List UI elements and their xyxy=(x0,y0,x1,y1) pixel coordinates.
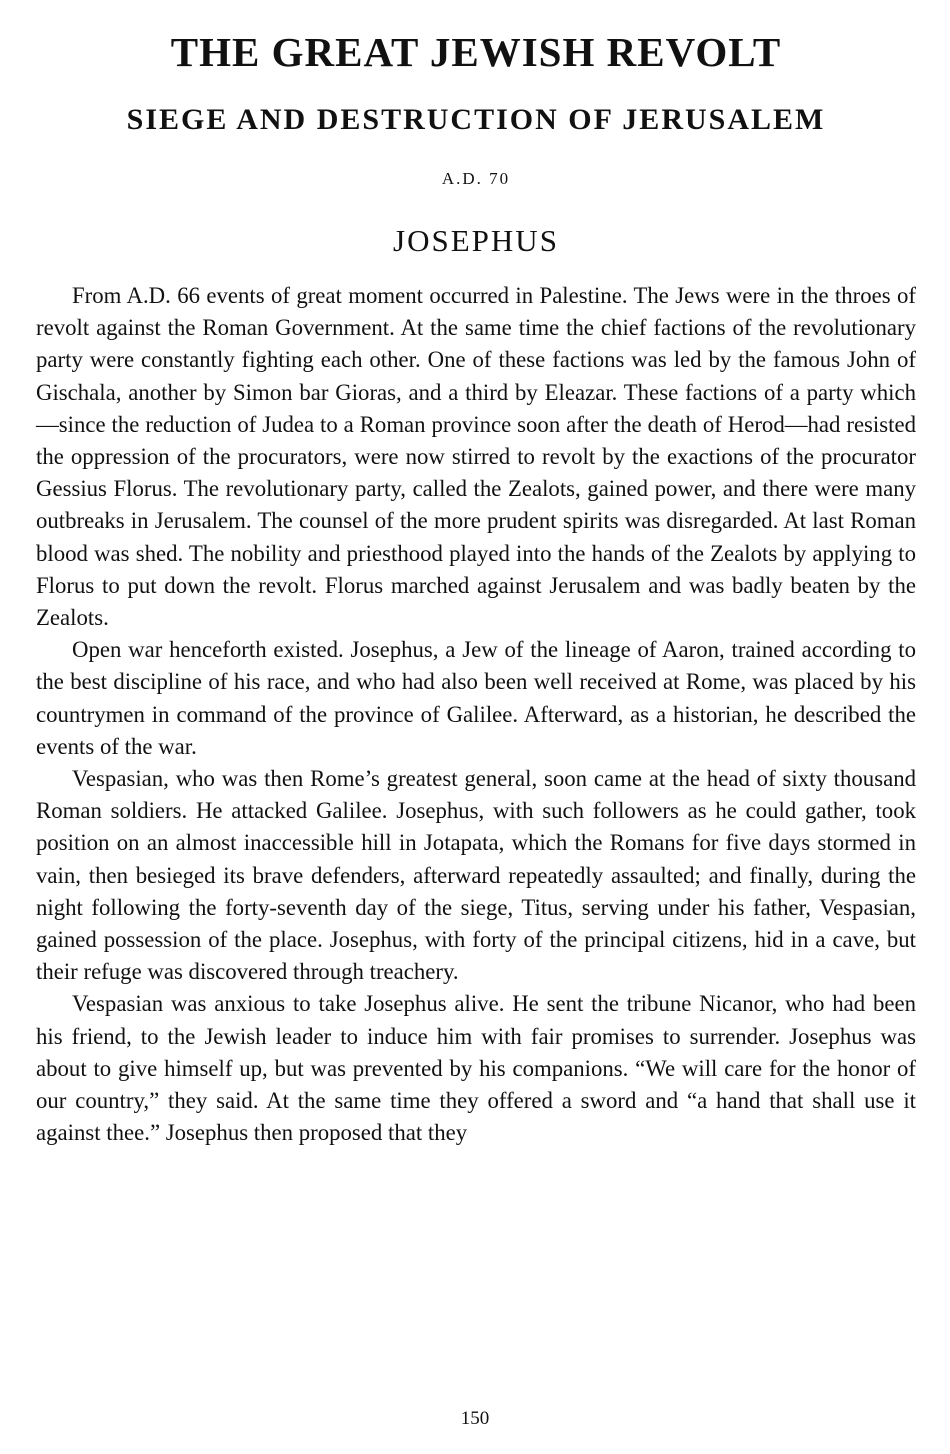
paragraph-1: From A.D. 66 events of great moment occurred in Palestine. The Jews were in the throes of revolt against the Roman Government. At the same time the chief factions of the revolutionary party were constantly fighting each other. One of these factions was led by the famous John of Gischala, another by Simon bar Gioras, and a third by Eleazar. These factions of a party which—since the reduction of Judea to a Roman province soon after the death of Herod—had resisted the oppression of the procurators, were now stirred to revolt by the exactions of the procurator Gessius Florus. The revolutionary party, called the Zealots, gained power, and there were many outbreaks in Jerusalem. The counsel of the more prudent spirits was disregarded. At last Roman blood was shed. The nobility and priesthood played into the hands of the Zealots by applying to Florus to put down the revolt. Florus marched against Jerusalem and was badly beaten by the Zealots. xyxy=(36,283,916,631)
page-number: 150 xyxy=(460,1408,490,1429)
date-line: A.D. 70 xyxy=(441,169,511,188)
page-subtitle: SIEGE AND DESTRUCTION OF JERUSALEM xyxy=(126,103,826,136)
paragraph-3: Vespasian, who was then Rome’s greatest general, soon came at the head of sixty thousand Roman soldiers. He attacked Galilee. Josephus, with such followers as he could gather, took position on an almost inaccessible hill in Jotapata, which the Romans for five days stormed in vain, then besieged its brave defenders, afterward repeatedly assaulted; and finally, during the night following the forty-seventh day of the siege, Titus, serving under his father, Vespasian, gained possession of the place. Josephus, with forty of the principal citizens, hid in a cave, but their refuge was discovered through treachery. xyxy=(36,766,916,985)
page xyxy=(36,28,916,1149)
page-title: THE GREAT JEWISH REVOLT xyxy=(170,29,782,75)
author-heading: JOSEPHUS xyxy=(393,223,559,258)
paragraph-2: Open war henceforth existed. Josephus, a Jew of the lineage of Aaron, trained according to the best discipline of his race, and who had also been well received at Rome, was placed by his countrymen in command of the province of Galilee. Afterward, as a historian, he described the events of the war. xyxy=(36,637,916,759)
body-text xyxy=(36,280,916,1149)
paragraph-4: Vespasian was anxious to take Josephus alive. He sent the tribune Nicanor, who had been his friend, to the Jewish leader to induce him with fair promises to surrender. Josephus was about to give himself up, but was prevented by his companions. “We will care for the honor of our country,” they said. At the same time they offered a sword and “a hand that shall use it against thee.” Josephus then proposed that they xyxy=(36,991,916,1146)
